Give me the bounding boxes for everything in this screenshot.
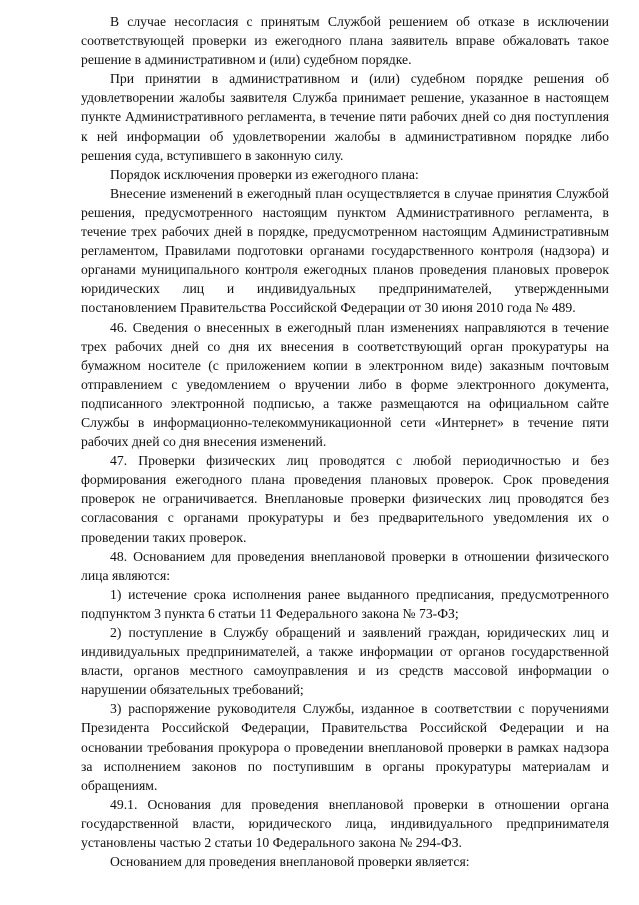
paragraph-plan-changes: Внесение изменений в ежегодный план осуществляется в случае принятия Службой решения, предусмотренного настоящим пунктом Административного регламента, в течение трех рабочих дней в порядке, предусмотренном настоящим Административным регламентом, Правилами подготовки органами государственного контроля (надзора) и органами муниципального контроля ежегодных планов проведения плановых проверок юридических лиц и индивидуальных предпринимателей, утвержденными постановлением Правительства Российской Федерации от 30 июня 2010 года № 489.	[81, 185, 609, 316]
paragraph-exclusion-procedure: Порядок исключения проверки из ежегодного плана:	[110, 166, 419, 182]
paragraph-appeal-refusal: В случае несогласия с принятым Службой решением об отказе в исключении соответствующей проверки из ежегодного плана заявитель вправе обжаловать такое решение в административном и (или) судебном порядке.	[81, 14, 609, 68]
list-item-3: 3) распоряжение руководителя Службы, изданное в соответствии с поручениями Президента Российской Федерации, Правительства Российской Федерации и на основании требования прокурора о проведении внеплановой проверки в рамках надзора за исполнением законов по поступившим в органы прокуратуры материалам и обращениям.	[81, 701, 609, 793]
paragraph-46: 46. Сведения о внесенных в ежегодный план изменениях направляются в течение трех рабочих дней со дня их внесения в соответствующий орган прокуратуры на бумажном носителе (с приложением копии в электронном виде) заказным почтовым отправлением с уведомлением о вручении либо в форме электронного документа, подписанного электронной подписью, а также размещаются на официальном сайте Службы в информационно-телекоммуникационной сети «Интернет» в течение пяти рабочих дней со дня внесения изменений.	[81, 319, 609, 450]
paragraph-48: 48. Основанием для проведения внеплановой проверки в отношении физического лица являются:	[81, 548, 609, 583]
paragraph-47: 47. Проверки физических лиц проводятся с любой периодичностью и без формирования ежегодного плана проведения плановых проверок. Срок проведения проверок не ограничивается. Внеплановые проверки физических лиц проводятся без согласования с органами прокуратуры и без предварительного уведомления их о проведении таких проверок.	[81, 453, 609, 545]
paragraph-grounds: Основанием для проведения внеплановой проверки является:	[110, 854, 470, 870]
list-item-2: 2) поступление в Службу обращений и заявлений граждан, юридических лиц и индивидуальных предпринимателей, а также информации от органов государственной власти, органов местного самоуправления и из средств массовой информации о нарушении обязательных требований;	[81, 625, 609, 698]
list-item-1: 1) истечение срока исполнения ранее выданного предписания, предусмотренного подпунктом 3 пункта 6 статьи 11 Федерального закона № 73-ФЗ;	[81, 586, 609, 621]
paragraph-49-1: 49.1. Основания для проведения внеплановой проверки в отношении органа государственной власти, юридического лица, индивидуального предпринимателя установлены частью 2 статьи 10 Федерального закона № 294-ФЗ.	[81, 796, 609, 851]
paragraph-complaint-satisfaction: При принятии в административном и (или) судебном порядке решения об удовлетворении жалобы заявителя Служба принимает решение, указанное в настоящем пункте Административного регламента, в течение пяти рабочих дней со дня поступления к ней информации об удовлетворении жалобы в административном порядке либо решения суда, вступившего в законную силу.	[81, 71, 609, 163]
